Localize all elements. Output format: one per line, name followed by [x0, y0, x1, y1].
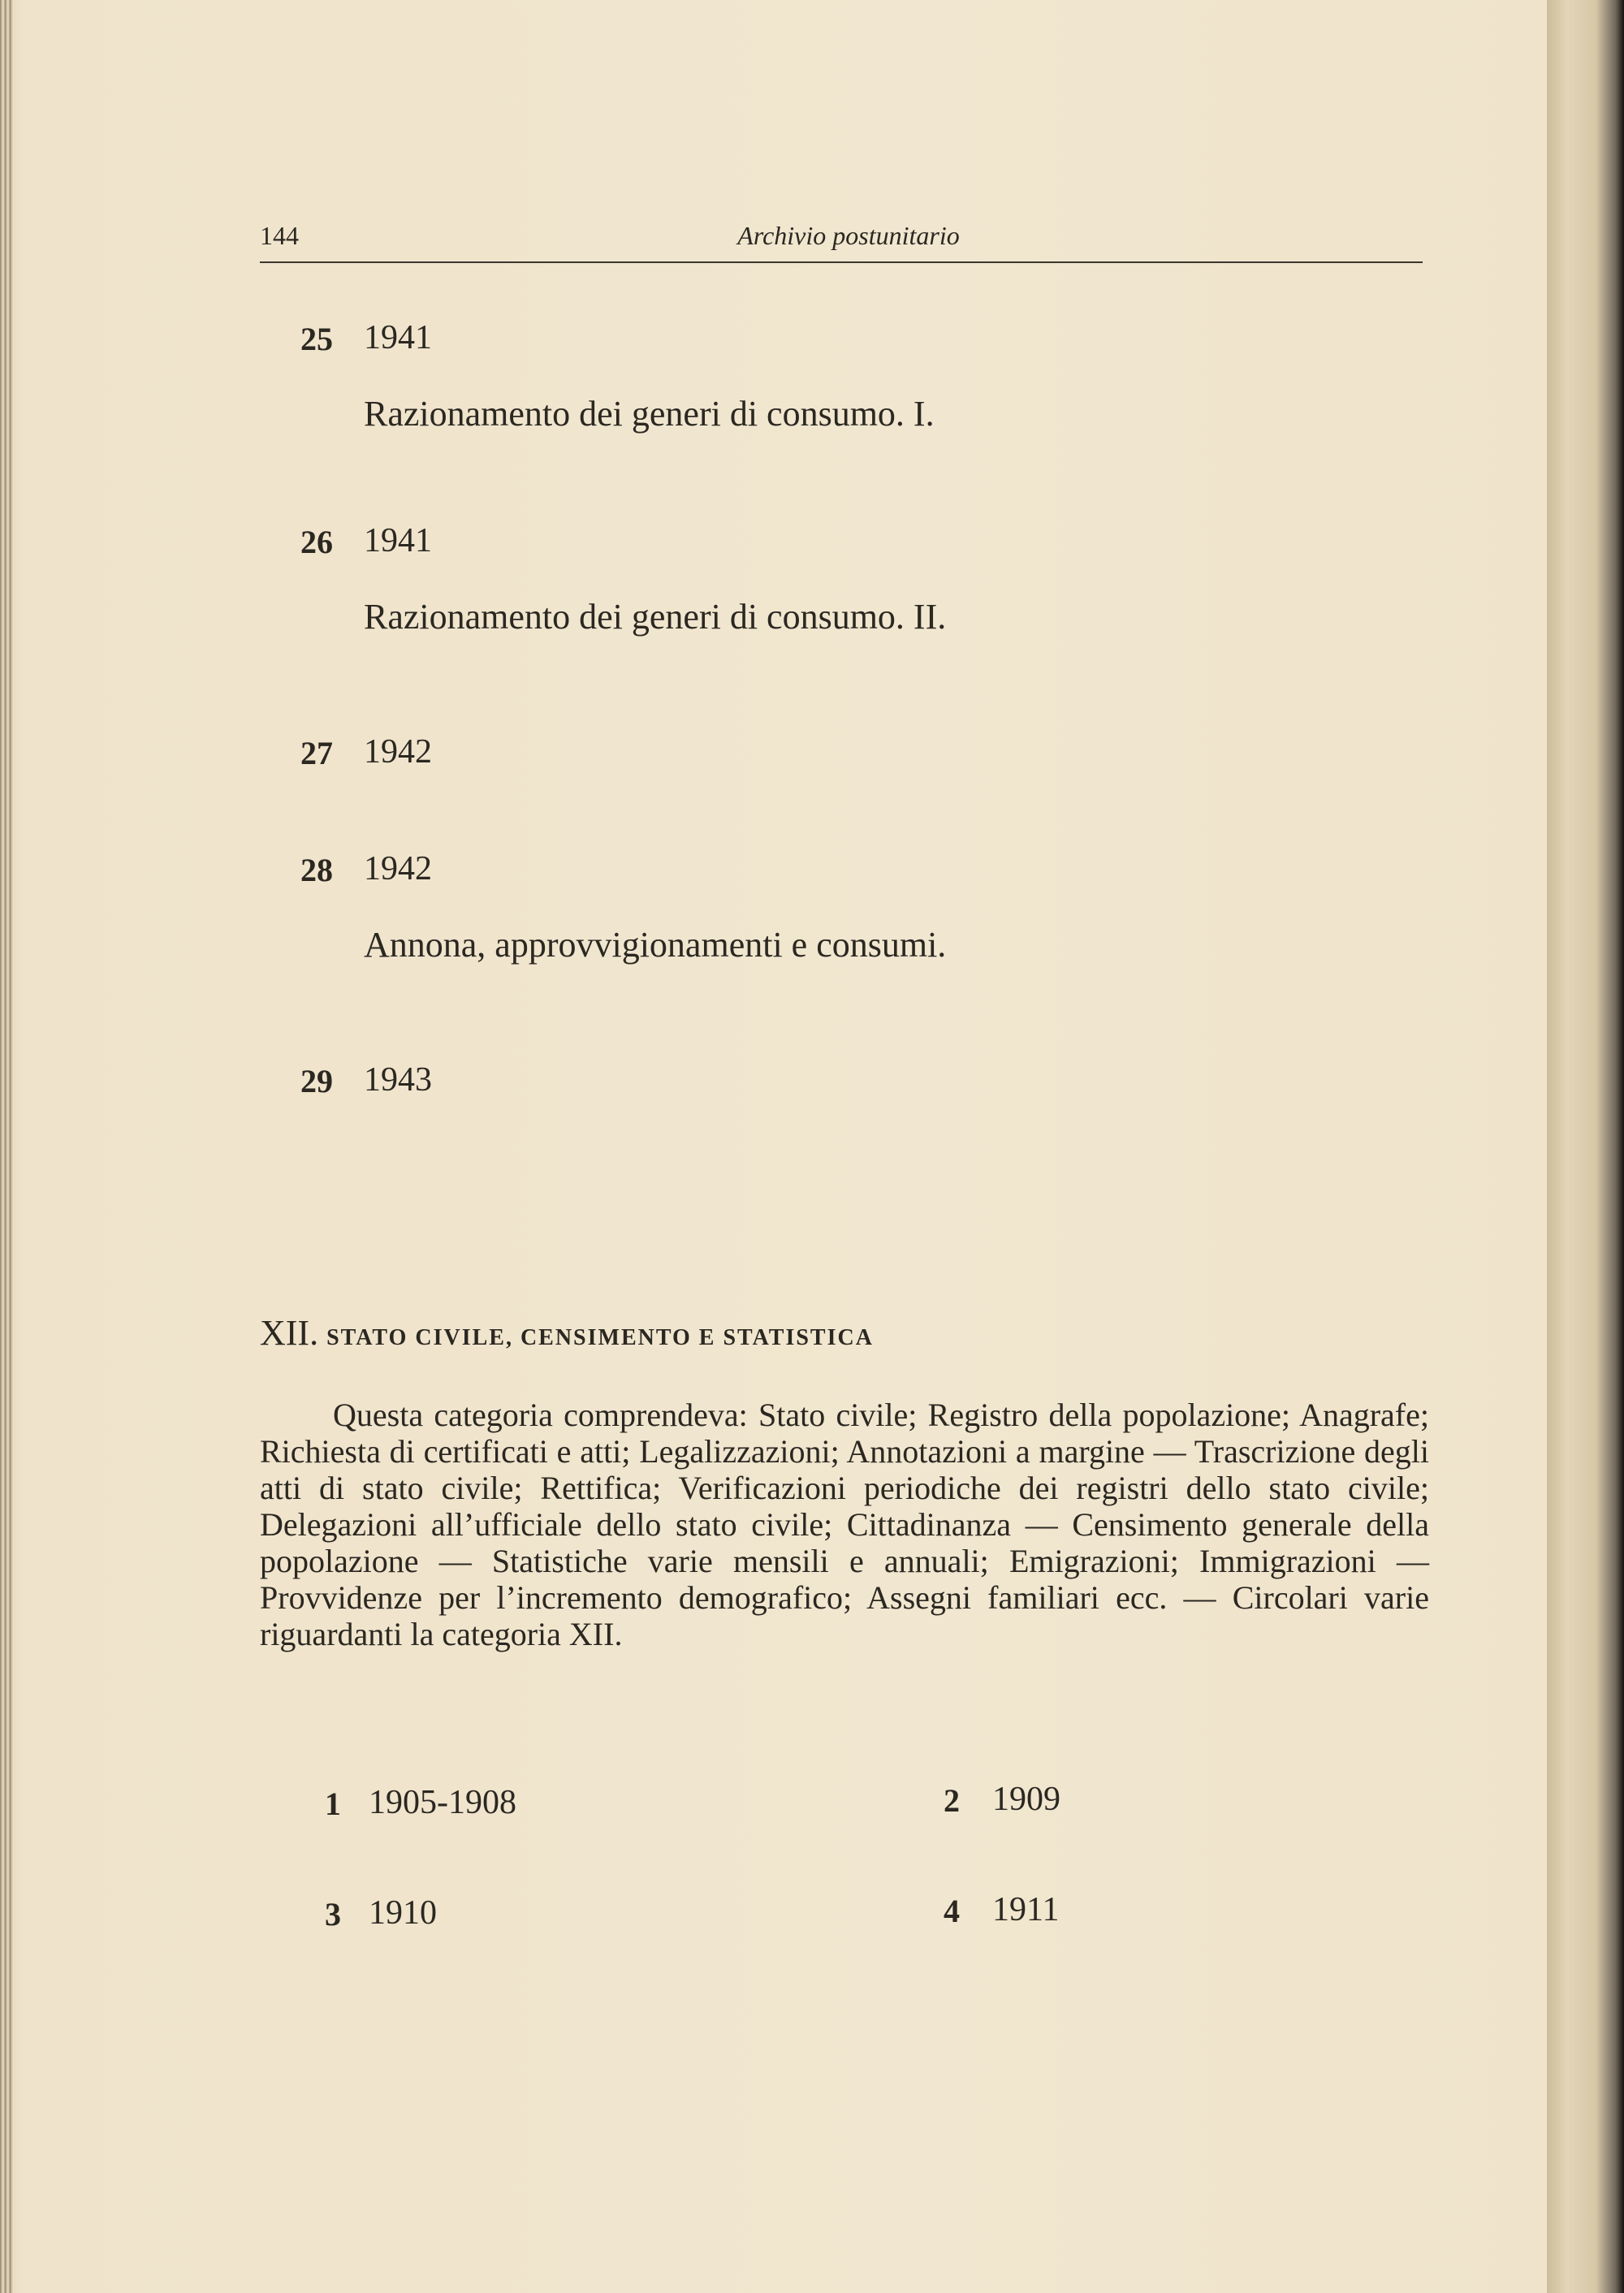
entry-year: 1905-1908	[369, 1784, 516, 1821]
entry-number: 28	[300, 852, 333, 888]
entry-number: 3	[325, 1896, 341, 1932]
entry-number: 29	[300, 1063, 333, 1099]
entry-number: 25	[300, 321, 333, 357]
entry-number: 4	[944, 1893, 960, 1929]
entry-number: 26	[300, 524, 333, 560]
section-heading	[260, 1312, 874, 1354]
entry-number: 1	[325, 1786, 341, 1822]
section-title: STATO CIVILE, CENSIMENTO E STATISTICA	[326, 1325, 874, 1350]
running-head	[260, 218, 1423, 263]
entry-year: 1942	[364, 850, 432, 887]
entry-number: 27	[300, 735, 333, 771]
page-number: 144	[260, 221, 299, 250]
entry-year: 1941	[364, 319, 432, 356]
section-numeral: XII.	[260, 1313, 319, 1353]
entry-description: Razionamento dei generi di consumo. II.	[364, 597, 947, 637]
page-stack-edge	[0, 0, 13, 2293]
entry-description: Razionamento dei generi di consumo. I.	[364, 394, 935, 434]
entry-year: 1942	[364, 733, 432, 771]
entry-year: 1941	[364, 522, 432, 559]
entry-description: Annona, approvvigionamenti e consumi.	[364, 925, 947, 965]
running-title: Archivio postunitario	[737, 221, 960, 250]
section-description: Questa categoria comprendeva: Stato civile; Registro della popolazione; Anagrafe; Richiesta di certificati e atti; Legalizzazioni; Annotazioni a margine — Trascrizione degli atti di stato civile; Rettifica; Verificazioni periodiche dei registri dello stato civile; Delegazioni all’ufficiale dello stato civile; Cittadinanza — Censimento generale della popolazione — Statistiche varie mensili e annuali; Emigrazioni; Immigrazioni — Provvidenze per l’incremento demografico; Assegni familiari ecc. — Circolari varie riguardanti la categoria XII.	[260, 1397, 1429, 1652]
entry-year: 1909	[992, 1781, 1060, 1818]
book-spine	[1547, 0, 1624, 2293]
entry-year: 1911	[992, 1891, 1060, 1928]
entry-number: 2	[944, 1782, 960, 1819]
entry-year: 1910	[369, 1894, 437, 1932]
entry-year: 1943	[364, 1061, 432, 1099]
